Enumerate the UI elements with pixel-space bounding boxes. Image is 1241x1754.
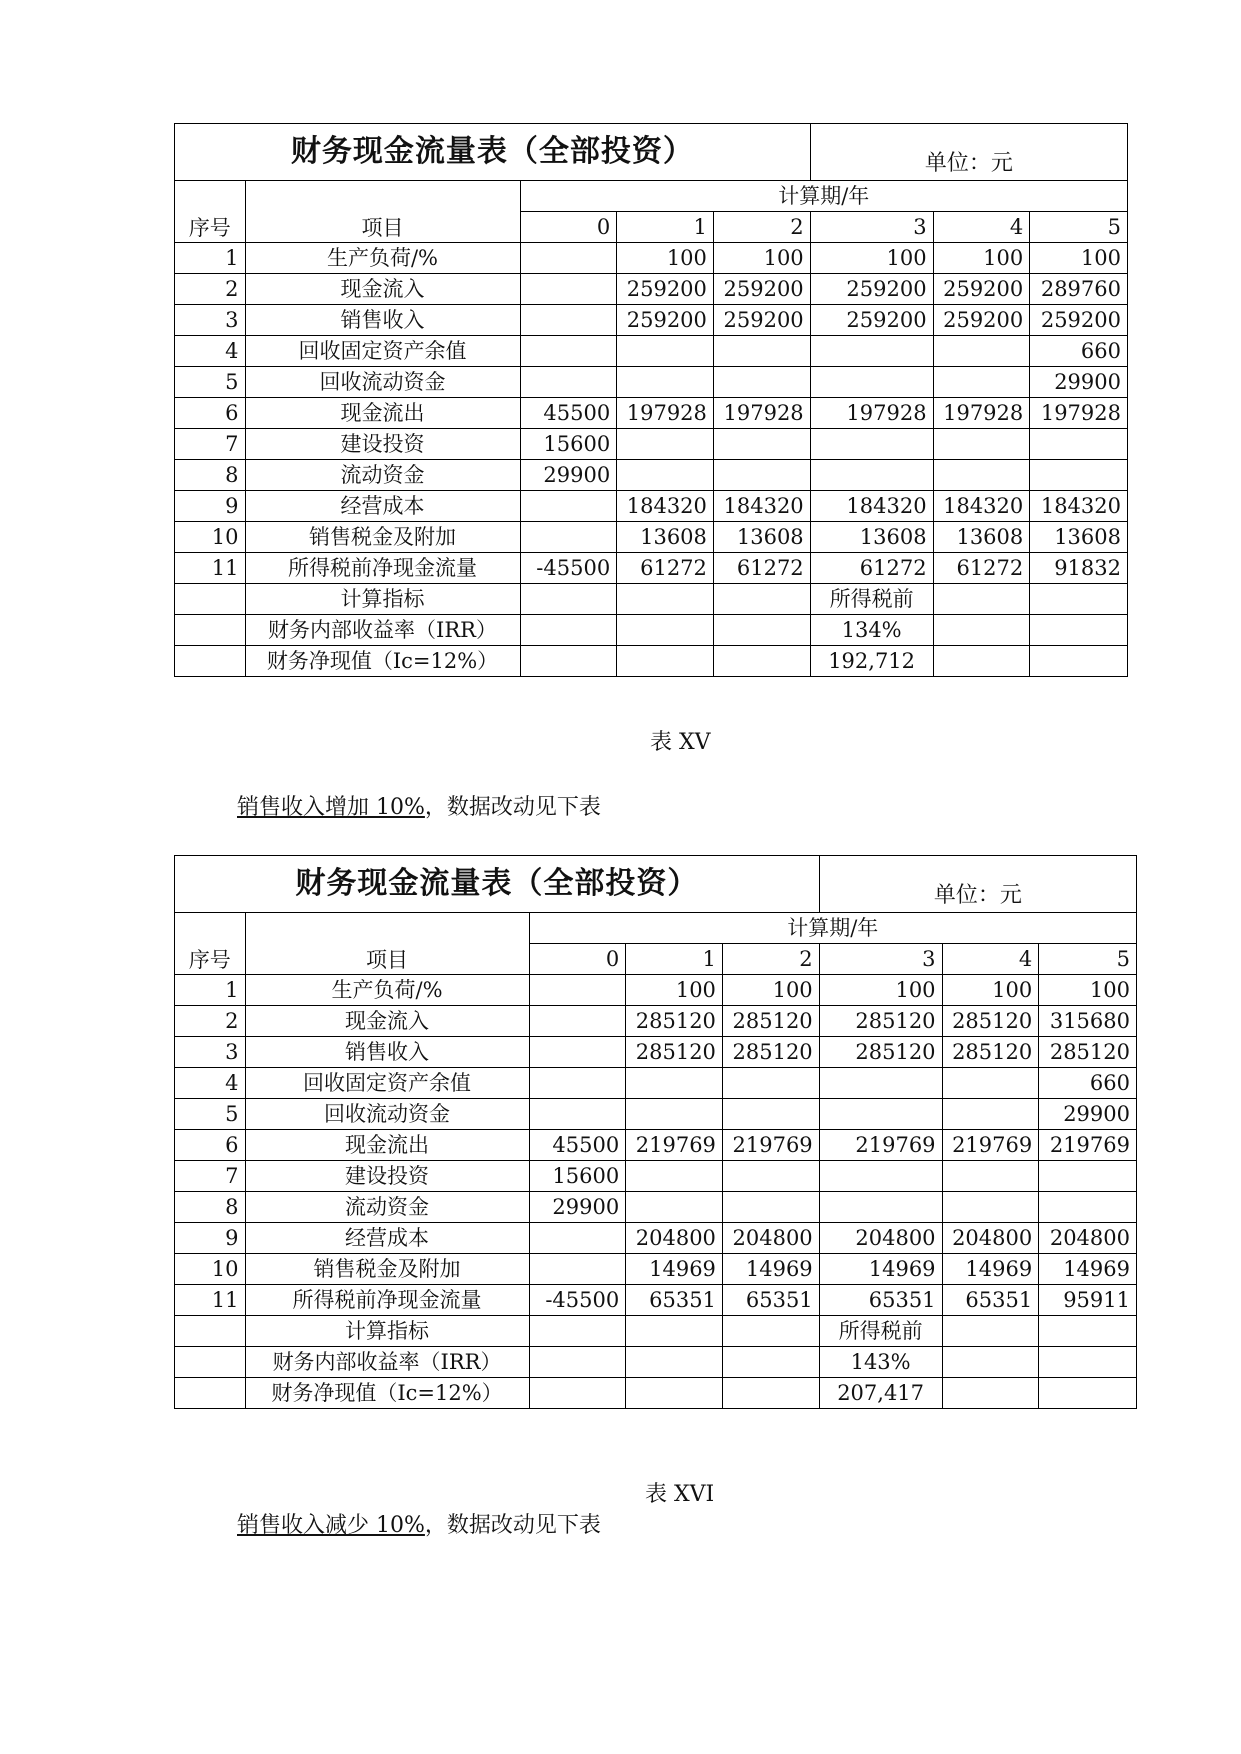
empty-cell [626, 1316, 723, 1347]
table-row [175, 243, 1128, 274]
row-number: 9 [175, 491, 246, 522]
row-value [942, 1068, 1039, 1099]
row-item: 销售收入 [245, 1037, 529, 1068]
row-item: 流动资金 [245, 1192, 529, 1223]
unit-label: 单位：元 [819, 856, 1136, 913]
row-value [1039, 1192, 1137, 1223]
empty-cell [1039, 1378, 1137, 1409]
cash-flow-table-1 [174, 123, 1128, 677]
row-number: 4 [175, 1068, 246, 1099]
row-value [520, 305, 617, 336]
row-value [520, 274, 617, 305]
row-item: 建设投资 [245, 429, 520, 460]
row-value [617, 336, 714, 367]
empty-cell [722, 1347, 819, 1378]
table-row [175, 429, 1128, 460]
period-header: 计算期/年 [520, 181, 1128, 212]
row-value: 91832 [1030, 553, 1128, 584]
row-number: 7 [175, 1161, 246, 1192]
row-number: 6 [175, 398, 246, 429]
row-item: 流动资金 [245, 460, 520, 491]
row-value: 29900 [1030, 367, 1128, 398]
period-5: 5 [1030, 212, 1128, 243]
row-value [529, 1099, 626, 1130]
row-value [1039, 1161, 1137, 1192]
row-value: 100 [626, 975, 723, 1006]
unit-label: 单位：元 [810, 124, 1127, 181]
row-value: 100 [617, 243, 714, 274]
row-value: 285120 [942, 1037, 1039, 1068]
row-number: 7 [175, 429, 246, 460]
row-value: 197928 [810, 398, 933, 429]
empty-cell [529, 1316, 626, 1347]
row-value: 13608 [1030, 522, 1128, 553]
row-item: 现金流入 [245, 274, 520, 305]
empty-cell [175, 1316, 246, 1347]
row-value: 65351 [722, 1285, 819, 1316]
row-value [933, 367, 1030, 398]
row-value: 14969 [626, 1254, 723, 1285]
empty-cell [713, 646, 810, 677]
row-value [819, 1192, 942, 1223]
note-increase-underlined: 销售收入增加 10% [237, 795, 425, 820]
row-value [520, 522, 617, 553]
row-value: 219769 [1039, 1130, 1137, 1161]
table-row [175, 553, 1128, 584]
table-title: 财务现金流量表（全部投资） [175, 856, 820, 913]
table-row [175, 1037, 1137, 1068]
row-value [942, 1099, 1039, 1130]
empty-cell [1030, 584, 1128, 615]
empty-cell [1039, 1316, 1137, 1347]
irr-label: 财务内部收益率（IRR） [245, 1347, 529, 1378]
indicator-row [175, 1316, 1137, 1347]
row-value: 65351 [942, 1285, 1039, 1316]
empty-cell [175, 584, 246, 615]
note-decrease-rest: ，数据改动见下表 [424, 1513, 601, 1538]
period-2: 2 [713, 212, 810, 243]
note-decrease [237, 1508, 601, 1539]
row-number: 3 [175, 305, 246, 336]
period-3: 3 [810, 212, 933, 243]
row-value [520, 243, 617, 274]
indicators-label: 计算指标 [245, 584, 520, 615]
row-value [520, 367, 617, 398]
period-4: 4 [933, 212, 1030, 243]
row-value: 259200 [617, 274, 714, 305]
empty-cell [626, 1378, 723, 1409]
row-value: 197928 [713, 398, 810, 429]
row-item: 所得税前净现金流量 [245, 1285, 529, 1316]
row-value: 285120 [722, 1037, 819, 1068]
row-value: 204800 [722, 1223, 819, 1254]
row-value: 13608 [933, 522, 1030, 553]
row-value: 61272 [713, 553, 810, 584]
row-value: 184320 [1030, 491, 1128, 522]
row-value [722, 1161, 819, 1192]
row-value: 14969 [1039, 1254, 1137, 1285]
row-value [529, 1254, 626, 1285]
table-row [175, 1254, 1137, 1285]
indicator-row [175, 1347, 1137, 1378]
row-value [810, 460, 933, 491]
irr-value: 143% [819, 1347, 942, 1378]
period-4: 4 [942, 944, 1039, 975]
row-value [810, 429, 933, 460]
row-value [529, 1037, 626, 1068]
row-value [520, 491, 617, 522]
table-caption-1: 表 XV [650, 730, 711, 755]
row-item: 经营成本 [245, 1223, 529, 1254]
indicator-row [175, 1378, 1137, 1409]
row-value: 259200 [617, 305, 714, 336]
row-value: 660 [1030, 336, 1128, 367]
row-value: 100 [1030, 243, 1128, 274]
row-value: -45500 [529, 1285, 626, 1316]
row-number: 9 [175, 1223, 246, 1254]
period-0: 0 [529, 944, 626, 975]
empty-cell [1039, 1347, 1137, 1378]
row-item: 生产负荷/% [245, 975, 529, 1006]
empty-cell [175, 1378, 246, 1409]
table-row [175, 491, 1128, 522]
npv-label: 财务净现值（Ic=12%） [245, 1378, 529, 1409]
row-number: 2 [175, 1006, 246, 1037]
row-value [529, 1006, 626, 1037]
row-number: 8 [175, 460, 246, 491]
row-value: 14969 [722, 1254, 819, 1285]
indicator-row [175, 615, 1128, 646]
period-1: 1 [617, 212, 714, 243]
row-value: 219769 [942, 1130, 1039, 1161]
table-row [175, 367, 1128, 398]
empty-cell [933, 615, 1030, 646]
table-row [175, 1099, 1137, 1130]
row-value: 259200 [713, 274, 810, 305]
row-item: 销售税金及附加 [245, 522, 520, 553]
table-row [175, 336, 1128, 367]
row-value: 259200 [933, 274, 1030, 305]
note-decrease-underlined: 销售收入减少 10% [237, 1513, 425, 1538]
row-item: 所得税前净现金流量 [245, 553, 520, 584]
row-value: 15600 [529, 1161, 626, 1192]
empty-cell [520, 584, 617, 615]
row-item: 经营成本 [245, 491, 520, 522]
title-row [175, 124, 1128, 181]
empty-cell [713, 615, 810, 646]
empty-cell [722, 1378, 819, 1409]
row-value: 204800 [1039, 1223, 1137, 1254]
empty-cell [617, 646, 714, 677]
empty-cell [1030, 615, 1128, 646]
empty-cell [520, 646, 617, 677]
row-value: 285120 [1039, 1037, 1137, 1068]
row-value: 219769 [722, 1130, 819, 1161]
indicators-label: 计算指标 [245, 1316, 529, 1347]
row-value [722, 1192, 819, 1223]
row-value [529, 1068, 626, 1099]
row-value: 100 [722, 975, 819, 1006]
empty-cell [175, 646, 246, 677]
row-value: 285120 [819, 1006, 942, 1037]
indicator-row [175, 584, 1128, 615]
row-number: 2 [175, 274, 246, 305]
period-3: 3 [819, 944, 942, 975]
row-value [713, 460, 810, 491]
empty-cell [942, 1347, 1039, 1378]
row-value: 13608 [713, 522, 810, 553]
row-number: 11 [175, 1285, 246, 1316]
row-item: 现金流出 [245, 1130, 529, 1161]
row-value: 289760 [1030, 274, 1128, 305]
row-value: 100 [810, 243, 933, 274]
row-value: 259200 [810, 274, 933, 305]
empty-cell [942, 1316, 1039, 1347]
row-value [617, 460, 714, 491]
empty-cell [175, 1347, 246, 1378]
npv-value: 207,417 [819, 1378, 942, 1409]
irr-label: 财务内部收益率（IRR） [245, 615, 520, 646]
row-value: 184320 [617, 491, 714, 522]
note-increase [237, 790, 601, 821]
row-value: 14969 [819, 1254, 942, 1285]
period-5: 5 [1039, 944, 1137, 975]
row-value [713, 429, 810, 460]
table-row [175, 305, 1128, 336]
row-item: 销售收入 [245, 305, 520, 336]
row-value: 285120 [819, 1037, 942, 1068]
row-value: 259200 [810, 305, 933, 336]
row-number: 3 [175, 1037, 246, 1068]
seq-header: 序号 [175, 181, 246, 243]
row-value [529, 1223, 626, 1254]
row-value: 65351 [819, 1285, 942, 1316]
period-1: 1 [626, 944, 723, 975]
row-value: 219769 [626, 1130, 723, 1161]
empty-cell [617, 584, 714, 615]
period-header-row [175, 913, 1137, 944]
item-header: 项目 [245, 913, 529, 975]
row-value: -45500 [520, 553, 617, 584]
indicators-column: 所得税前 [819, 1316, 942, 1347]
row-value [933, 336, 1030, 367]
row-value [942, 1192, 1039, 1223]
table-row [175, 460, 1128, 491]
row-item: 回收固定资产余值 [245, 336, 520, 367]
row-value [617, 429, 714, 460]
period-0: 0 [520, 212, 617, 243]
row-value: 61272 [933, 553, 1030, 584]
row-value: 219769 [819, 1130, 942, 1161]
table-row [175, 1285, 1137, 1316]
row-number: 6 [175, 1130, 246, 1161]
row-value [819, 1161, 942, 1192]
row-value: 61272 [617, 553, 714, 584]
row-value: 204800 [942, 1223, 1039, 1254]
row-number: 11 [175, 553, 246, 584]
empty-cell [1030, 646, 1128, 677]
table-row [175, 1192, 1137, 1223]
empty-cell [933, 646, 1030, 677]
row-value: 204800 [626, 1223, 723, 1254]
row-number: 5 [175, 1099, 246, 1130]
row-value: 197928 [617, 398, 714, 429]
row-item: 现金流入 [245, 1006, 529, 1037]
row-value [626, 1099, 723, 1130]
row-value: 184320 [933, 491, 1030, 522]
row-value: 15600 [520, 429, 617, 460]
npv-value: 192,712 [810, 646, 933, 677]
table-row [175, 274, 1128, 305]
row-number: 10 [175, 522, 246, 553]
row-value [942, 1161, 1039, 1192]
row-value: 259200 [933, 305, 1030, 336]
row-value: 197928 [1030, 398, 1128, 429]
npv-label: 财务净现值（Ic=12%） [245, 646, 520, 677]
table-row [175, 522, 1128, 553]
row-item: 生产负荷/% [245, 243, 520, 274]
row-value [713, 336, 810, 367]
empty-cell [942, 1378, 1039, 1409]
empty-cell [529, 1347, 626, 1378]
row-value: 100 [713, 243, 810, 274]
row-value [626, 1161, 723, 1192]
row-value: 285120 [626, 1037, 723, 1068]
irr-value: 134% [810, 615, 933, 646]
row-item: 回收流动资金 [245, 367, 520, 398]
row-value [810, 336, 933, 367]
row-value: 285120 [626, 1006, 723, 1037]
row-item: 建设投资 [245, 1161, 529, 1192]
row-value [1030, 429, 1128, 460]
row-item: 回收固定资产余值 [245, 1068, 529, 1099]
row-value [713, 367, 810, 398]
empty-cell [175, 615, 246, 646]
empty-cell [713, 584, 810, 615]
row-value: 29900 [529, 1192, 626, 1223]
row-value: 100 [1039, 975, 1137, 1006]
table-caption-2: 表 XVI [645, 1482, 715, 1507]
row-value: 197928 [933, 398, 1030, 429]
row-value [529, 975, 626, 1006]
title-row [175, 856, 1137, 913]
row-value [933, 429, 1030, 460]
table-title: 财务现金流量表（全部投资） [175, 124, 811, 181]
row-value: 204800 [819, 1223, 942, 1254]
row-value [617, 367, 714, 398]
indicators-column: 所得税前 [810, 584, 933, 615]
row-value: 100 [933, 243, 1030, 274]
row-value: 184320 [810, 491, 933, 522]
row-number: 1 [175, 975, 246, 1006]
row-value [810, 367, 933, 398]
table-row [175, 1223, 1137, 1254]
row-value: 259200 [1030, 305, 1128, 336]
row-value: 29900 [1039, 1099, 1137, 1130]
table-row [175, 398, 1128, 429]
row-item: 回收流动资金 [245, 1099, 529, 1130]
row-number: 5 [175, 367, 246, 398]
row-value: 285120 [722, 1006, 819, 1037]
row-number: 1 [175, 243, 246, 274]
table-row [175, 1161, 1137, 1192]
empty-cell [520, 615, 617, 646]
row-value: 65351 [626, 1285, 723, 1316]
empty-cell [529, 1378, 626, 1409]
row-number: 4 [175, 336, 246, 367]
table-row [175, 1006, 1137, 1037]
empty-cell [626, 1347, 723, 1378]
row-number: 8 [175, 1192, 246, 1223]
row-value: 13608 [810, 522, 933, 553]
indicator-row [175, 646, 1128, 677]
period-header: 计算期/年 [529, 913, 1136, 944]
period-2: 2 [722, 944, 819, 975]
row-value [1030, 460, 1128, 491]
row-value: 45500 [520, 398, 617, 429]
row-value: 45500 [529, 1130, 626, 1161]
row-value: 29900 [520, 460, 617, 491]
table-row [175, 975, 1137, 1006]
row-value [819, 1068, 942, 1099]
row-item: 现金流出 [245, 398, 520, 429]
period-header-row [175, 181, 1128, 212]
row-value [626, 1068, 723, 1099]
row-value: 95911 [1039, 1285, 1137, 1316]
table-row [175, 1068, 1137, 1099]
row-value: 100 [942, 975, 1039, 1006]
row-value: 61272 [810, 553, 933, 584]
row-value: 100 [819, 975, 942, 1006]
empty-cell [722, 1316, 819, 1347]
empty-cell [933, 584, 1030, 615]
row-value: 315680 [1039, 1006, 1137, 1037]
table-row [175, 1130, 1137, 1161]
row-value: 184320 [713, 491, 810, 522]
row-value [819, 1099, 942, 1130]
row-value: 259200 [713, 305, 810, 336]
row-value [626, 1192, 723, 1223]
empty-cell [617, 615, 714, 646]
item-header: 项目 [245, 181, 520, 243]
row-value [722, 1068, 819, 1099]
row-value [933, 460, 1030, 491]
row-value: 660 [1039, 1068, 1137, 1099]
row-value [520, 336, 617, 367]
note-increase-rest: ，数据改动见下表 [424, 795, 601, 820]
cash-flow-table-2 [174, 855, 1137, 1409]
row-value: 285120 [942, 1006, 1039, 1037]
row-value: 14969 [942, 1254, 1039, 1285]
row-value: 13608 [617, 522, 714, 553]
seq-header: 序号 [175, 913, 246, 975]
row-number: 10 [175, 1254, 246, 1285]
row-value [722, 1099, 819, 1130]
row-item: 销售税金及附加 [245, 1254, 529, 1285]
